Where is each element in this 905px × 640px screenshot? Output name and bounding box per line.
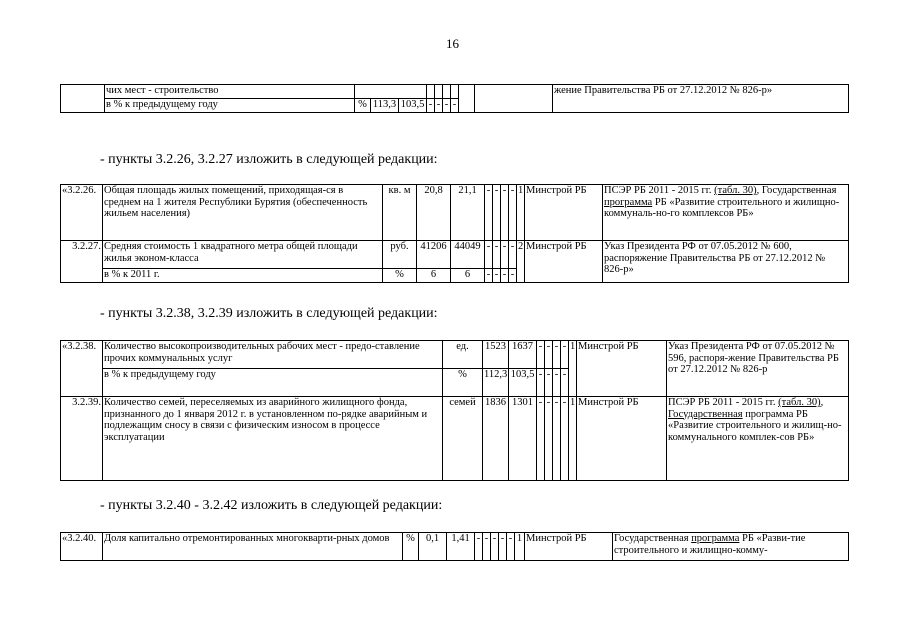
- dash-cell: -: [545, 369, 553, 397]
- item-number: 3.2.27.: [61, 241, 103, 283]
- indicator-cell: Количество высокопроизводительных рабочих мест - предо-ставление прочих коммунальных услуг: [103, 341, 443, 369]
- basis-cell: [613, 533, 849, 561]
- item-number: «3.2.40.: [61, 533, 103, 561]
- indicator-cell: в % к предыдущему году: [103, 369, 443, 397]
- value-cell: 0,1: [419, 533, 447, 561]
- dash-cell: -: [475, 533, 483, 561]
- executor-cell: Минстрой РБ: [525, 241, 603, 283]
- indicator-cell: чих мест - строительство: [105, 85, 355, 99]
- dash-cell: -: [485, 241, 493, 269]
- dash-cell: -: [485, 185, 493, 241]
- basis-text: программа РБ «Развитие строительного и жилищ-но-коммунального комплек-сов РБ»: [668, 408, 842, 443]
- indicator-cell: Доля капитально отремонтированных многокварти-рных домов: [103, 533, 403, 561]
- count-cell: 1: [517, 185, 525, 241]
- dash-cell: -: [561, 397, 569, 481]
- value-cell: 112,3: [483, 369, 509, 397]
- value-cell: 113,3: [371, 99, 399, 113]
- dash-cell: -: [561, 369, 569, 397]
- table-reference-link[interactable]: (табл. 30): [714, 185, 757, 196]
- indicators-table-3: [60, 532, 849, 561]
- value-cell: 41206: [417, 241, 451, 269]
- program-link[interactable]: Государственная: [668, 408, 743, 420]
- section-heading: - пункты 3.2.26, 3.2.27 изложить в следующей редакции:: [100, 152, 438, 167]
- dash-cell: -: [553, 369, 561, 397]
- unit-cell: ед.: [443, 341, 483, 369]
- dash-cell: -: [443, 99, 451, 113]
- unit-cell: %: [355, 99, 371, 113]
- indicator-cell: в % к 2011 г.: [103, 269, 383, 283]
- value-cell: 6: [451, 269, 485, 283]
- dash-cell: -: [507, 533, 515, 561]
- section-heading: - пункты 3.2.40 - 3.2.42 изложить в следующей редакции:: [100, 498, 443, 513]
- program-link[interactable]: программа: [691, 533, 740, 544]
- basis-cell: [667, 397, 849, 481]
- value-cell: 44049: [451, 241, 485, 269]
- table-row: [61, 533, 849, 561]
- continuation-table: [60, 84, 849, 113]
- table-row: [61, 85, 849, 99]
- value-cell: 20,8: [417, 185, 451, 241]
- value-cell: 21,1: [451, 185, 485, 241]
- value-cell: 1637: [509, 341, 537, 369]
- basis-cell: Указ Президента РФ от 07.05.2012 № 600, распоряжение Правительства РБ от 27.12.2012 № 826-р»: [603, 241, 849, 283]
- basis-text: РБ «Развитие строительного и жилищно-коммуналь-но-го комплексов РБ»: [604, 196, 840, 219]
- dash-cell: -: [493, 269, 501, 283]
- unit-cell: %: [383, 269, 417, 283]
- dash-cell: -: [493, 185, 501, 241]
- executor-cell: Минстрой РБ: [525, 185, 603, 241]
- indicator-cell: Количество семей, переселяемых из аварийного жилищного фонда, признанного до 1 января 2012 г. в установленном по-рядке аварийным и подлежащим сносу в связи с физическим износом в процессе эксплуатации: [103, 397, 443, 481]
- dash-cell: -: [509, 241, 517, 269]
- unit-cell: %: [403, 533, 419, 561]
- item-number: 3.2.39.: [61, 397, 103, 481]
- basis-text: РБ «Разви-тие строительного и жилищно-комму-: [614, 533, 806, 556]
- dash-cell: -: [501, 241, 509, 269]
- indicator-cell: Общая площадь жилых помещений, приходящая-ся в среднем на 1 жителя Республики Бурятия (обеспеченность жильем населения): [103, 185, 383, 241]
- dash-cell: -: [553, 397, 561, 481]
- basis-text: ПСЭР РБ 2011 - 2015 гг.: [668, 397, 779, 408]
- unit-cell: семей: [443, 397, 483, 481]
- dash-cell: -: [485, 269, 493, 283]
- value-cell: 6: [417, 269, 451, 283]
- executor-cell: Минстрой РБ: [577, 397, 667, 481]
- dash-cell: -: [501, 269, 509, 283]
- value-cell: 1836: [483, 397, 509, 481]
- basis-text: ,: [820, 397, 824, 408]
- unit-cell: руб.: [383, 241, 417, 269]
- program-link[interactable]: программа: [604, 196, 653, 208]
- dash-cell: -: [537, 341, 545, 369]
- dash-cell: -: [509, 185, 517, 241]
- table-row: [61, 185, 849, 241]
- table-row: [61, 241, 849, 269]
- count-cell: 1: [515, 533, 525, 561]
- basis-cell: [603, 185, 849, 241]
- dash-cell: -: [561, 341, 569, 369]
- value-cell: 1,41: [447, 533, 475, 561]
- value-cell: 103,5: [509, 369, 537, 397]
- dash-cell: -: [553, 341, 561, 369]
- basis-text: Государственная: [614, 533, 692, 544]
- table-reference-link[interactable]: (табл. 30): [778, 397, 821, 408]
- page-number: 16: [446, 36, 459, 51]
- dash-cell: -: [537, 369, 545, 397]
- dash-cell: -: [545, 397, 553, 481]
- dash-cell: -: [509, 269, 517, 283]
- executor-cell: Минстрой РБ: [577, 341, 667, 397]
- count-cell: 1: [569, 341, 577, 397]
- indicators-table-2: [60, 340, 849, 481]
- dash-cell: -: [491, 533, 499, 561]
- basis-text: , Государственная: [756, 185, 837, 196]
- item-number: «3.2.26.: [61, 185, 103, 241]
- dash-cell: -: [545, 341, 553, 369]
- dash-cell: -: [537, 397, 545, 481]
- value-cell: 1301: [509, 397, 537, 481]
- basis-cell: Указ Президента РФ от 07.05.2012 № 596, распоря-жение Правительства РБ от 27.12.2012 № 826-р: [667, 341, 849, 397]
- dash-cell: -: [483, 533, 491, 561]
- count-cell: 2: [517, 241, 525, 283]
- table-row: [61, 397, 849, 481]
- dash-cell: -: [501, 185, 509, 241]
- indicators-table-1: [60, 184, 849, 283]
- value-cell: 1523: [483, 341, 509, 369]
- dash-cell: -: [435, 99, 443, 113]
- table-row: [61, 341, 849, 369]
- item-number: «3.2.38.: [61, 341, 103, 397]
- unit-cell: кв. м: [383, 185, 417, 241]
- basis-cell: жение Правительства РБ от 27.12.2012 № 826-р»: [553, 85, 849, 113]
- value-cell: 103,5: [399, 99, 427, 113]
- section-heading: - пункты 3.2.38, 3.2.39 изложить в следующей редакции:: [100, 306, 438, 321]
- indicator-cell: Средняя стоимость 1 квадратного метра общей площади жилья эконом-класса: [103, 241, 383, 269]
- dash-cell: -: [499, 533, 507, 561]
- indicator-cell: в % к предыдущему году: [105, 99, 355, 113]
- dash-cell: -: [493, 241, 501, 269]
- count-cell: 1: [569, 397, 577, 481]
- dash-cell: -: [451, 99, 459, 113]
- dash-cell: -: [427, 99, 435, 113]
- executor-cell: Минстрой РБ: [525, 533, 613, 561]
- unit-cell: %: [443, 369, 483, 397]
- basis-text: ПСЭР РБ 2011 - 2015 гг.: [604, 185, 715, 196]
